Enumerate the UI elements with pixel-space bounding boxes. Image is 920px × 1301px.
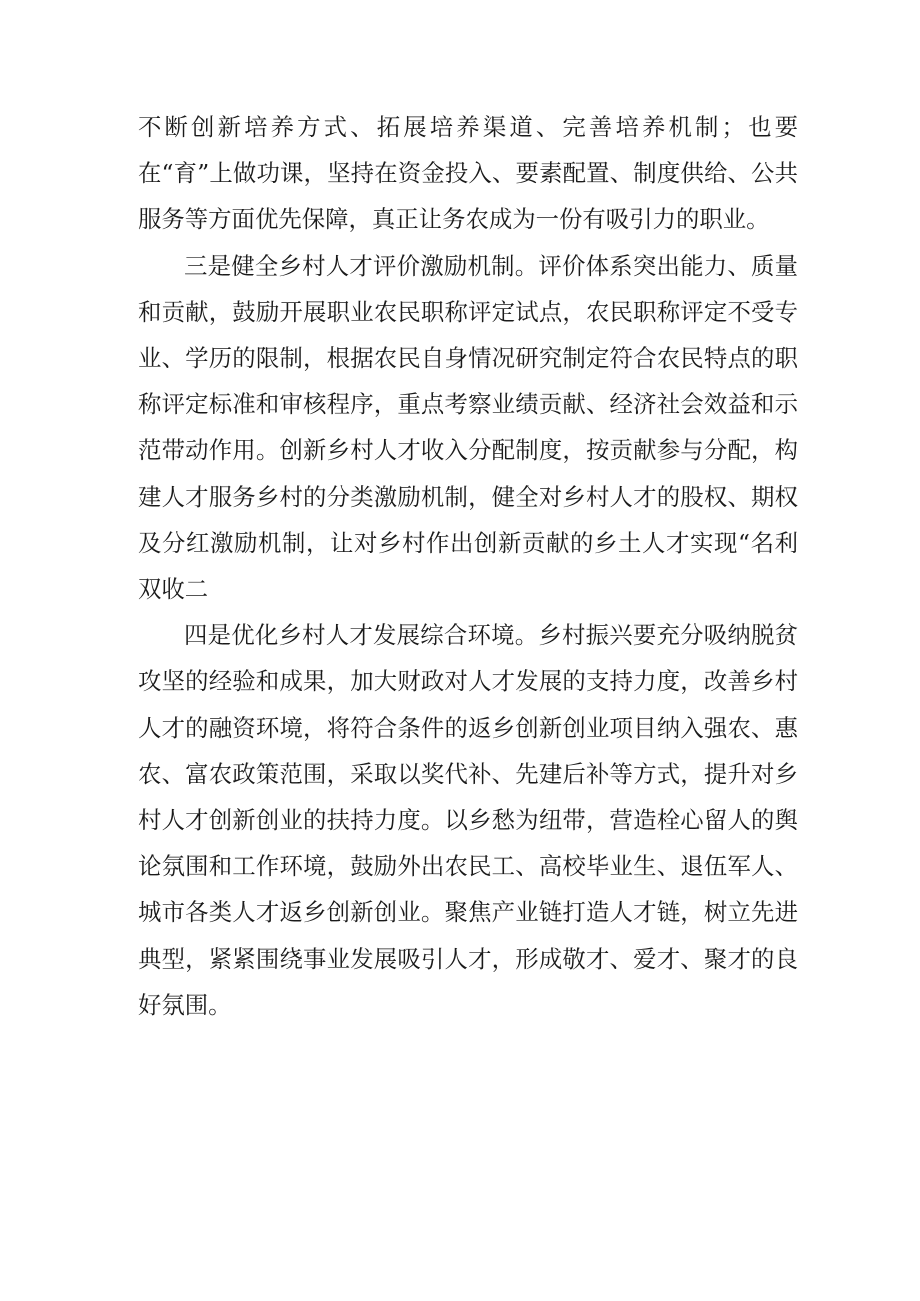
paragraph-point-four: 四是优化乡村人才发展综合环境。乡村振兴要充分吸纳脱贫攻坚的经验和成果，加大财政对人才发展的支持力度，改善乡村人才的融资环境，将符合条件的返乡创新创业项目纳入强农、惠农、富农政策范围，采取以奖代补、先建后补等方式，提升对乡村人才创新创业的扶持力度。以乡愁为纽带，营造栓心留人的舆论氛围和工作环境，鼓励外出农民工、高校毕业生、退伍军人、城市各类人才返乡创新创业。聚焦产业链打造人才链，树立先进典型，紧紧围绕事业发展吸引人才，形成敬才、爱才、聚才的良好氛围。 bbox=[138, 621, 798, 1019]
document-body bbox=[138, 104, 798, 1028]
paragraph-point-three: 三是健全乡村人才评价激励机制。评价体系突出能力、质量和贡献，鼓励开展职业农民职称评定试点，农民职称评定不受专业、学历的限制，根据农民自身情况研究制定符合农民特点的职称评定标准和审核程序，重点考察业绩贡献、经济社会效益和示范带动作用。创新乡村人才收入分配制度，按贡献参与分配，构建人才服务乡村的分类激励机制，健全对乡村人才的股权、期权及分红激励机制，让对乡村作出创新贡献的乡土人才实现“名利双收二 bbox=[138, 251, 798, 604]
paragraph-continuation: 不断创新培养方式、拓展培养渠道、完善培养机制；也要在“育”上做功课，坚持在资金投入、要素配置、制度供给、公共服务等方面优先保障，真正让务农成为一份有吸引力的职业。 bbox=[138, 113, 798, 234]
